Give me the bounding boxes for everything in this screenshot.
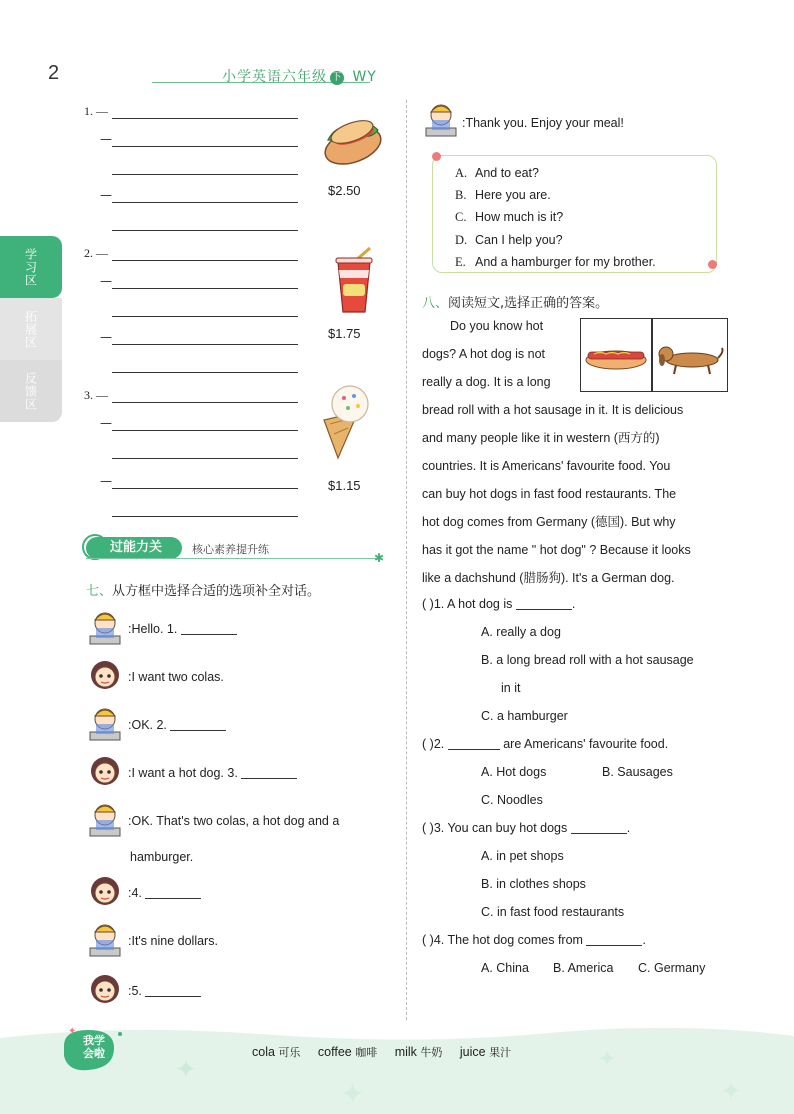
answer-blank[interactable] — [571, 822, 627, 834]
writing-line[interactable] — [112, 174, 298, 175]
q8-1-option-b-cont: in it — [501, 681, 521, 695]
q8-question-3 — [422, 821, 630, 835]
question-stem: 3. You can buy hot dogs — [433, 821, 568, 835]
q8-3-option-a: A. in pet shops — [481, 849, 564, 863]
writing-line[interactable] — [112, 516, 298, 517]
section-underline — [86, 558, 378, 559]
q8-4-option-a: A. China — [481, 961, 529, 975]
dialog-line-5: :OK. That's two colas, a hot dog and a — [128, 814, 340, 828]
ice-cream-cone-image — [314, 384, 376, 460]
q8-question-2 — [422, 737, 668, 751]
answer-blank[interactable] — [181, 623, 237, 635]
vocab-en: juice — [459, 1045, 486, 1059]
vocab-zh: 牛奶 — [420, 1046, 443, 1059]
hotdog-dachshund-image — [580, 318, 728, 392]
dialog-line-8 — [128, 984, 201, 998]
side-tab-label: 拓展区 — [23, 309, 38, 349]
q8-2-option-b: B. Sausages — [602, 765, 673, 779]
dialog-text: :OK. 2. — [128, 718, 167, 732]
side-tab-extend[interactable] — [0, 298, 62, 360]
answer-blank[interactable] — [145, 985, 201, 997]
footer-vocab — [252, 1044, 525, 1060]
dialog-text: :4. — [128, 886, 142, 900]
option-c — [455, 210, 563, 225]
item-label: 1. — — [84, 104, 108, 118]
option-b — [455, 188, 551, 203]
dialog-line-1 — [128, 622, 237, 636]
header-title-post: WY — [347, 69, 377, 85]
dash: — — [100, 274, 112, 288]
dash: — — [100, 132, 112, 146]
dialog-line-4 — [128, 766, 297, 780]
q8-number: 八、 — [422, 296, 449, 311]
header-title-pre: 小学英语六年级 — [222, 69, 327, 85]
q8-2-option-a: A. Hot dogs — [481, 765, 547, 779]
q8-1-option-b: B. a long bread roll with a hot sausage — [481, 653, 694, 667]
writing-line[interactable] — [112, 260, 298, 261]
option-key: A. — [455, 166, 468, 180]
girl-avatar-icon — [86, 752, 124, 790]
question-end: are Americans' favourite food. — [499, 737, 669, 751]
writing-line[interactable] — [112, 146, 298, 147]
vocab-en: coffee — [317, 1045, 352, 1059]
option-text: How much is it? — [475, 210, 564, 224]
q8-1-option-c: C. a hamburger — [481, 709, 568, 723]
vocab-en: milk — [394, 1045, 417, 1059]
option-key: D. — [455, 233, 468, 247]
svg-text:✦: ✦ — [720, 1077, 742, 1107]
box-corner-dot — [708, 260, 717, 269]
passage-line-10: like a dachshund (腊肠狗). It's a German dog. — [422, 571, 675, 585]
page-number: 2 — [48, 62, 60, 84]
waiter-avatar-icon — [86, 920, 124, 958]
q8-1-option-a: A. really a dog — [481, 625, 561, 639]
dash: — — [100, 330, 112, 344]
dash: — — [100, 188, 112, 202]
question-stem: 4. The hot dog comes from — [433, 933, 583, 947]
dialog-line-7: :It's nine dollars. — [128, 934, 218, 948]
dialog-line-2: :I want two colas. — [128, 670, 224, 684]
option-text: And a hamburger for my brother. — [475, 255, 656, 269]
dialog-text: :Hello. 1. — [128, 622, 178, 636]
side-tab-feedback[interactable] — [0, 360, 62, 422]
price-label: $2.50 — [328, 183, 361, 198]
footer-badge-label: 我学会啦 — [83, 1034, 105, 1060]
side-tab-label: 学习区 — [23, 247, 38, 287]
vocab-zh: 咖啡 — [355, 1046, 378, 1059]
girl-avatar-icon — [86, 872, 124, 910]
price-label: $1.15 — [328, 478, 361, 493]
writing-line[interactable] — [112, 316, 298, 317]
waiter-avatar-icon — [422, 100, 460, 138]
column-divider — [406, 100, 407, 1020]
passage-line-8: hot dog comes from Germany (德国). But why — [422, 515, 676, 529]
q8-question-1 — [422, 597, 575, 611]
answer-paren[interactable]: ( ) — [422, 821, 434, 835]
q8-4-option-b: B. America — [553, 961, 614, 975]
option-key: B. — [455, 188, 467, 202]
passage-line-7: can buy hot dogs in fast food restaurants. The — [422, 487, 677, 501]
writing-line[interactable] — [112, 458, 298, 459]
q8-title — [422, 292, 608, 311]
option-key: C. — [455, 210, 467, 224]
side-tab-label: 反馈区 — [23, 371, 38, 411]
writing-line[interactable] — [112, 372, 298, 373]
answer-blank[interactable] — [170, 719, 226, 731]
semester-badge: 下 — [331, 72, 343, 83]
svg-text:✦: ✦ — [68, 1026, 77, 1037]
q8-2-option-c: C. Noodles — [481, 793, 543, 807]
dash: — — [100, 474, 112, 488]
passage-line-5: and many people like it in western (西方的) — [422, 431, 660, 445]
waiter-avatar-icon — [86, 704, 124, 742]
dialog-line-final: :Thank you. Enjoy your meal! — [462, 116, 624, 130]
q8-3-option-b: B. in clothes shops — [481, 877, 586, 891]
waiter-avatar-icon — [86, 800, 124, 838]
girl-avatar-icon — [86, 656, 124, 694]
writing-line[interactable] — [112, 430, 298, 431]
waiter-avatar-icon — [86, 608, 124, 646]
svg-text:✦: ✦ — [175, 1055, 197, 1085]
dialog-line-3 — [128, 718, 226, 732]
passage-line-4: bread roll with a hot sausage in it. It is delicious — [422, 403, 684, 417]
section-subtitle: 核心素养提升练 — [192, 543, 269, 556]
answer-blank[interactable] — [145, 887, 201, 899]
svg-text:✦: ✦ — [340, 1077, 366, 1112]
side-tab-study[interactable] — [0, 236, 62, 298]
box-corner-dot — [432, 152, 441, 161]
writing-line[interactable] — [112, 202, 298, 203]
writing-line[interactable] — [112, 402, 298, 403]
dialog-text: :5. — [128, 984, 142, 998]
answer-blank[interactable] — [586, 934, 642, 946]
svg-text:✦: ✦ — [598, 1047, 617, 1072]
girl-avatar-icon — [86, 970, 124, 1008]
section-pill: 过能力关 — [86, 537, 182, 559]
options-box — [432, 155, 717, 273]
answer-paren[interactable]: ( ) — [422, 933, 434, 947]
answer-blank[interactable] — [241, 767, 297, 779]
passage-line-2: dogs? A hot dog is not — [422, 347, 546, 361]
dialog-text: :I want a hot dog. 3. — [128, 766, 238, 780]
dash: — — [100, 416, 112, 430]
writing-line[interactable] — [112, 344, 298, 345]
q8-question-4 — [422, 933, 646, 947]
q8-title-text: 阅读短文,选择正确的答案。 — [448, 296, 609, 311]
answer-paren[interactable]: ( ) — [422, 737, 434, 751]
option-d — [455, 233, 563, 248]
question-stem: 2. — [433, 737, 445, 751]
hot-dog-sandwich-image — [322, 110, 384, 168]
answer-blank[interactable] — [516, 598, 572, 610]
q7-number: 七、 — [86, 584, 113, 599]
option-key: E. — [455, 255, 466, 269]
option-e — [455, 255, 656, 270]
q8-4-option-c: C. Germany — [638, 961, 706, 975]
writing-line[interactable] — [112, 230, 298, 231]
vocab-zh: 可乐 — [278, 1046, 301, 1059]
passage-line-6: countries. It is Americans' favourite food. You — [422, 459, 671, 473]
star-icon: ✱ — [374, 551, 385, 565]
answer-blank[interactable] — [448, 738, 500, 750]
passage-line-3: really a dog. It is a long — [422, 375, 551, 389]
question-end: . — [571, 597, 576, 611]
passage-line-1: Do you know hot — [450, 319, 544, 333]
writing-line[interactable] — [112, 288, 298, 289]
item-label: 2. — — [84, 246, 108, 260]
dialog-line-5-continued: hamburger. — [130, 850, 194, 864]
question-end: . — [626, 821, 631, 835]
price-label: $1.75 — [328, 326, 361, 341]
passage-line-9: has it got the name " hot dog" ? Because it looks — [422, 543, 691, 557]
writing-line[interactable] — [112, 118, 298, 119]
option-text: And to eat? — [475, 166, 539, 180]
header-title — [222, 66, 377, 86]
dialog-line-6 — [128, 886, 201, 900]
vocab-zh: 果汁 — [489, 1046, 512, 1059]
q8-3-option-c: C. in fast food restaurants — [481, 905, 625, 919]
question-end: . — [642, 933, 646, 947]
option-a — [455, 166, 539, 181]
cola-cup-image — [330, 246, 378, 316]
question-stem: 1. A hot dog is — [433, 597, 513, 611]
option-text: Here you are. — [475, 188, 551, 202]
item-label: 3. — — [84, 388, 108, 402]
option-text: Can I help you? — [475, 233, 563, 247]
answer-paren[interactable]: ( ) — [422, 597, 434, 611]
writing-line[interactable] — [112, 488, 298, 489]
q7-title-text: 从方框中选择合适的选项补全对话。 — [112, 584, 321, 599]
vocab-en: cola — [252, 1045, 275, 1059]
q7-title — [86, 580, 320, 599]
